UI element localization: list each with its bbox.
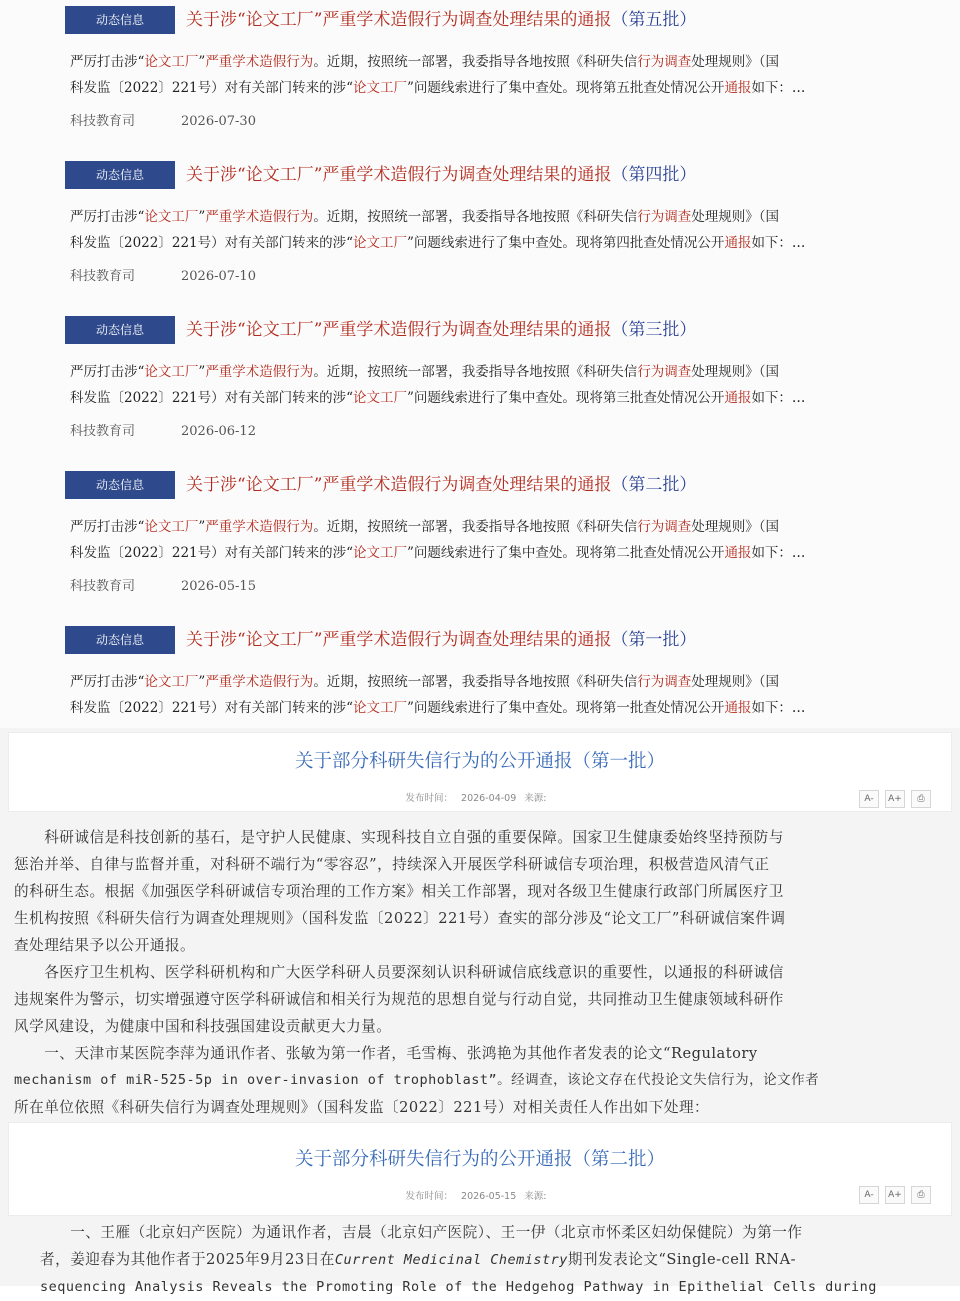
summary-text: 。近期，按照统一部署，我委指导各地按照《科研失信 [313, 364, 638, 380]
print-icon[interactable]: ⎙ [911, 1186, 931, 1204]
summary-text: 如下：… [751, 390, 806, 406]
batch-number[interactable]: （第五批） [611, 10, 697, 30]
body-line: 所在单位依照《科研失信行为调查处理规则》（国科发监〔2022〕221号）对相关责任人作出如下处理： [14, 1099, 710, 1116]
publish-info [9, 1188, 951, 1202]
body-line: mechanism of miR-525-5p in over-invasion of trophoblast”。经调查，该论文存在代投论文失信行为，论文作者 [14, 1072, 820, 1088]
font-decrease-button[interactable]: A- [859, 1186, 879, 1204]
summary-text: ”问题线索进行了集中查处。现将第一批查处情况公开 [407, 700, 725, 716]
notice-meta [70, 420, 256, 439]
publish-info [9, 790, 951, 804]
highlight-keyword: 论文工厂 [353, 700, 408, 716]
body-line: 一、天津市某医院李萍为通讯作者、张敏为第一作者，毛雪梅、张鸿艳为其他作者发表的论文“Regulatory [14, 1045, 758, 1062]
highlight-keyword: 论文工厂 [353, 390, 408, 406]
body-line: 查处理结果予以公开通报。 [14, 937, 196, 954]
summary-line [70, 695, 880, 721]
highlight-keyword: 行为调查 [637, 209, 692, 225]
notice-title-link[interactable] [186, 158, 696, 192]
category-badge[interactable]: 动态信息 [65, 316, 175, 344]
category-badge[interactable]: 动态信息 [65, 471, 175, 499]
publish-date: 2026-07-10 [181, 269, 256, 284]
notice-meta [70, 110, 256, 129]
highlight-keyword: 严重学术造假行为 [205, 209, 314, 225]
publish-date: 2026-05-15 [461, 1191, 517, 1202]
highlight-keyword: 论文工厂 [144, 209, 199, 225]
highlight-keyword: 严重学术造假行为 [205, 674, 314, 690]
notice-title-link[interactable] [186, 468, 696, 502]
body-text: 期刊发表论文“Single-cell RNA- [567, 1251, 797, 1268]
body-line: 的科研生态。根据《加强医学科研诚信专项治理的工作方案》相关工作部署，现对各级卫生健康行政部门所属医疗卫 [14, 883, 784, 900]
summary-text: 严厉打击涉“ [70, 54, 145, 70]
summary-text: ” [198, 364, 206, 380]
source-department: 科技教育司 [70, 424, 136, 439]
notice-title-link[interactable] [186, 623, 696, 657]
summary-line [70, 669, 880, 695]
toolbar [859, 1186, 931, 1204]
notice-summary [70, 359, 880, 411]
toolbar [859, 790, 931, 808]
summary-text: 如下：… [751, 700, 806, 716]
source-label: 来源: [524, 793, 547, 804]
highlight-keyword: 论文工厂 [144, 364, 199, 380]
body-line: 惩治并举、自律与监督并重，对科研不端行为“零容忍”，持续深入开展医学科研诚信专项治理，积极营造风清气正 [14, 856, 770, 873]
highlight-keyword: 通报 [724, 80, 752, 96]
summary-text: 处理规则》（国 [691, 54, 780, 70]
batch-number[interactable]: （第一批） [611, 630, 697, 650]
summary-text: 科发监〔2022〕221号）对有关部门转来的涉“ [70, 390, 354, 406]
summary-text: 科发监〔2022〕221号）对有关部门转来的涉“ [70, 80, 354, 96]
publish-label: 发布时间： [405, 1191, 454, 1202]
body-line: 各医疗卫生机构、医学科研机构和广大医学科研人员要深刻认识科研诚信底线意识的重要性，以通报的科研诚信 [14, 964, 784, 981]
highlight-keyword: 论文工厂 [353, 235, 408, 251]
body-line: 违规案件为警示，切实增强遵守医学科研诚信和相关行为规范的思想自觉与行动自觉，共同推动卫生健康领域科研作 [14, 991, 784, 1008]
summary-text: ” [198, 674, 206, 690]
summary-text: ”问题线索进行了集中查处。现将第三批查处情况公开 [407, 390, 725, 406]
summary-text: 严厉打击涉“ [70, 674, 145, 690]
summary-text: ”问题线索进行了集中查处。现将第二批查处情况公开 [407, 545, 725, 561]
highlight-keyword: 行为调查 [637, 519, 692, 535]
publish-date: 2026-07-30 [181, 114, 256, 129]
summary-text: ” [198, 54, 206, 70]
highlight-keyword: 严重学术造假行为 [205, 364, 314, 380]
summary-text: 科发监〔2022〕221号）对有关部门转来的涉“ [70, 700, 354, 716]
summary-line [70, 514, 880, 540]
summary-text: 科发监〔2022〕221号）对有关部门转来的涉“ [70, 235, 354, 251]
summary-text: ”问题线索进行了集中查处。现将第四批查处情况公开 [407, 235, 725, 251]
highlight-keyword: 通报 [724, 235, 752, 251]
notice-panel-second [0, 1118, 960, 1295]
summary-text: 科发监〔2022〕221号）对有关部门转来的涉“ [70, 545, 354, 561]
notice-header [8, 1122, 952, 1216]
summary-line [70, 75, 880, 101]
notice-summary [70, 204, 880, 256]
font-decrease-button[interactable]: A- [859, 790, 879, 808]
summary-line [70, 49, 880, 75]
batch-number[interactable]: （第二批） [611, 475, 697, 495]
summary-line [70, 540, 880, 566]
highlight-keyword: 严重学术造假行为 [205, 519, 314, 535]
notice-panel-first [0, 728, 960, 1118]
batch-number[interactable]: （第四批） [611, 165, 697, 185]
body-line: 生机构按照《科研失信行为调查处理规则》（国科发监〔2022〕221号）查实的部分涉及“论文工厂”科研诚信案件调 [14, 910, 786, 927]
highlight-keyword: 通报 [724, 390, 752, 406]
summary-text: 。近期，按照统一部署，我委指导各地按照《科研失信 [313, 209, 638, 225]
title-text[interactable]: 关于涉“论文工厂”严重学术造假行为调查处理结果的通报 [186, 630, 612, 650]
category-badge[interactable]: 动态信息 [65, 6, 175, 34]
summary-line [70, 230, 880, 256]
source-department: 科技教育司 [70, 579, 136, 594]
source-department: 科技教育司 [70, 114, 136, 129]
batch-number[interactable]: （第三批） [611, 320, 697, 340]
highlight-keyword: 行为调查 [637, 364, 692, 380]
summary-text: 处理规则》（国 [691, 209, 780, 225]
publish-label: 发布时间： [405, 793, 454, 804]
summary-text: 严厉打击涉“ [70, 364, 145, 380]
summary-text: 处理规则》（国 [691, 364, 780, 380]
highlight-keyword: 论文工厂 [144, 519, 199, 535]
body-line: 风学风建设，为健康中国和科技强国建设贡献更大力量。 [14, 1018, 392, 1035]
summary-line [70, 204, 880, 230]
summary-text: ”问题线索进行了集中查处。现将第五批查处情况公开 [407, 80, 725, 96]
notice-header [8, 732, 952, 812]
publish-date: 2026-06-12 [181, 424, 256, 439]
highlight-keyword: 通报 [724, 545, 752, 561]
summary-text: 如下：… [751, 545, 806, 561]
summary-text: 。近期，按照统一部署，我委指导各地按照《科研失信 [313, 519, 638, 535]
summary-text: 。近期，按照统一部署，我委指导各地按照《科研失信 [313, 54, 638, 70]
summary-text: 如下：… [751, 235, 806, 251]
highlight-keyword: 论文工厂 [144, 674, 199, 690]
title-text[interactable]: 关于涉“论文工厂”严重学术造假行为调查处理结果的通报 [186, 10, 612, 30]
notice-summary [70, 514, 880, 566]
category-badge[interactable]: 动态信息 [65, 626, 175, 654]
highlight-keyword: 通报 [724, 700, 752, 716]
font-increase-button[interactable]: A+ [885, 1186, 905, 1204]
highlight-keyword: 行为调查 [637, 674, 692, 690]
source-label: 来源: [524, 1191, 547, 1202]
notice-body [40, 1219, 930, 1301]
notice-title: 关于部分科研失信行为的公开通报（第一批） [294, 751, 665, 772]
summary-text: ” [198, 209, 206, 225]
notice-summary [70, 49, 880, 101]
highlight-keyword: 论文工厂 [353, 545, 408, 561]
summary-text: 如下：… [751, 80, 806, 96]
summary-text: 严厉打击涉“ [70, 209, 145, 225]
body-line: 科研诚信是科技创新的基石，是守护人民健康、实现科技自立自强的重要保障。国家卫生健康委始终坚持预防与 [14, 829, 784, 846]
font-increase-button[interactable]: A+ [885, 790, 905, 808]
body-line: sequencing Analysis Reveals the Promoting Role of the Hedgehog Pathway in Epithelial Cells during [40, 1279, 877, 1295]
summary-text: 处理规则》（国 [691, 519, 780, 535]
body-text: 者，姜迎春为其他作者于2025年9月23日在 [40, 1251, 335, 1268]
publish-date: 2026-05-15 [181, 579, 256, 594]
source-department: 科技教育司 [70, 269, 136, 284]
print-icon[interactable]: ⎙ [911, 790, 931, 808]
category-badge[interactable]: 动态信息 [65, 161, 175, 189]
notice-title-link[interactable] [186, 313, 696, 347]
journal-name: Current Medicinal Chemistry [334, 1252, 568, 1268]
notice-title: 关于部分科研失信行为的公开通报（第二批） [294, 1149, 665, 1170]
notice-body [14, 824, 938, 1121]
highlight-keyword: 行为调查 [637, 54, 692, 70]
title-text[interactable]: 关于涉“论文工厂”严重学术造假行为调查处理结果的通报 [186, 165, 612, 185]
title-text[interactable]: 关于涉“论文工厂”严重学术造假行为调查处理结果的通报 [186, 475, 612, 495]
summary-line [70, 385, 880, 411]
publish-date: 2026-04-09 [461, 793, 517, 804]
summary-text: 处理规则》（国 [691, 674, 780, 690]
notice-title-link[interactable] [186, 3, 696, 37]
body-line [40, 1246, 930, 1274]
highlight-keyword: 严重学术造假行为 [205, 54, 314, 70]
summary-text: ” [198, 519, 206, 535]
summary-text: 。近期，按照统一部署，我委指导各地按照《科研失信 [313, 674, 638, 690]
summary-text: 严厉打击涉“ [70, 519, 145, 535]
notice-meta [70, 575, 256, 594]
notice-meta [70, 265, 256, 284]
title-text[interactable]: 关于涉“论文工厂”严重学术造假行为调查处理结果的通报 [186, 320, 612, 340]
summary-line [70, 359, 880, 385]
highlight-keyword: 论文工厂 [144, 54, 199, 70]
body-line: 一、王雁（北京妇产医院）为通讯作者，吉晨（北京妇产医院）、王一伊（北京市怀柔区妇幼保健院）为第一作 [40, 1224, 803, 1241]
highlight-keyword: 论文工厂 [353, 80, 408, 96]
notice-summary [70, 669, 880, 721]
